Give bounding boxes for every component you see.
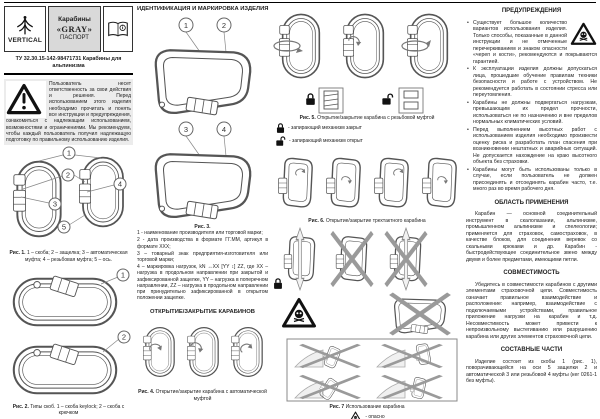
fig4-caption-label: Рис. 4. — [138, 389, 155, 396]
fig3-callout-2 — [217, 18, 231, 32]
user-warning-text: Пользователь несет ответственность за свои действия и решения. Перед использованием этого изделия необходимо прочитать и понять все инструкции и предупреждения, ознакомиться с надлежащим использованием, возможностями и ограничениями. Мы рекомендуем, чтобы каждый пользователь получил надлежащую подготовку по правильному использованию изделия. — [6, 80, 131, 144]
fig3-callout-3 — [179, 122, 193, 136]
warning-item-text: Карабины не должны подвергаться нагрузкам, превышающим их предел прочности, использоваться не по назначению и вне пределов нормальных климатических условий. — [473, 99, 597, 125]
exclamation-triangle-icon — [6, 83, 42, 116]
svg-text:2: 2 — [221, 21, 226, 30]
svg-text:1: 1 — [120, 270, 126, 280]
fig3-legend-item: 2 - дата производства в формате ГГ.ММ, артикул в формате XXX; — [137, 237, 268, 250]
fig7-caption-text: Использование карабина — [345, 403, 405, 410]
svg-text:3: 3 — [52, 200, 58, 210]
locked-label: - запирающий механизм закрыт — [288, 125, 362, 132]
crossed-misuse-3 — [391, 293, 449, 333]
fig7-caption-label: Рис. 7 — [329, 403, 345, 410]
svg-text:1: 1 — [183, 21, 188, 30]
fig6-triple-action-open-close-diagram — [273, 149, 461, 217]
application-text: Карабин — основной соединительный инструмент в скалолазании, альпинизме, промышленном альпинизме и спелеологии; применяется для страховок, самостраховок, в качестве блоков, для соединения веревок со скальными крюками и др. Карабин - быстродействующее соединительное звено между двумя и более предметами, имеющими петли. — [466, 211, 597, 263]
column-identification — [137, 6, 268, 402]
header-rule — [4, 73, 133, 75]
svg-text:3: 3 — [183, 125, 188, 134]
fig6-caption-text: Открытие/закрытие трехтактного карабина — [325, 218, 426, 225]
column-intro — [4, 6, 133, 416]
crossed-misuse-2 — [386, 228, 426, 290]
svg-text:2: 2 — [121, 332, 127, 342]
padlock-open-icon — [276, 135, 286, 147]
fig6-caption — [272, 218, 462, 224]
figure-3 — [137, 15, 268, 230]
danger-label: - опасно — [365, 413, 385, 419]
unlocked-label: - запирающий механизм открыт — [289, 138, 363, 145]
unlocked-legend-row — [276, 135, 462, 147]
figure-1 — [4, 145, 133, 263]
fig5-caption-label: Рис. 5. — [299, 115, 316, 121]
read-manual-book-icon — [107, 21, 129, 38]
compatibility-text: Убедитесь в совместимости карабинов с другими элементами страховочной цепи. Совместимость означает правильное взаимодействие и расположение: например, взаимодействие с подключаемыми устройствами, правильное приложение нагрузки на карабин и т.д. Несовместимость может привести к непроизвольному выстегиванию или разрушению карабина или других элементов страховочной цепи. — [466, 281, 597, 340]
fig7-caption — [272, 404, 462, 410]
fig3-legend-item: 1 - наименование производителя или торговой марки; — [137, 230, 263, 237]
locked-legend-row — [276, 122, 462, 134]
user-responsibility-warning — [4, 79, 133, 146]
svg-text:4: 4 — [221, 125, 226, 134]
fig3-callout-1 — [179, 18, 193, 32]
fig3-caption-label: Рис. 3. — [194, 224, 211, 230]
fig2-caption — [4, 404, 133, 417]
fig1-caption-text: 1 – скоба; 2 – защелка; 3 – автоматическая муфта; 4 – резьбовая муфта; 5 – ось. — [25, 250, 128, 263]
svg-text:1: 1 — [66, 149, 72, 159]
fig5-caption-text: Открытие/закрытие карабина с резьбовой муфтой — [317, 115, 435, 121]
column-figures — [272, 6, 462, 419]
fig5-screw-sleeve-open-close-diagram — [273, 6, 461, 114]
components-title: СОСТАВНЫЕ ЧАСТИ — [500, 347, 563, 353]
fig6-caption-label: Рис. 6. — [308, 218, 325, 225]
rotate-arrow-icon — [150, 344, 162, 350]
components-text: Изделие состоит из скобы 1 (рис. 1), поворачивающейся на оси 5 защелки 2 и автоматической 3 или резьбовой 4 муфты (кег 0261-1 без муфты). — [466, 358, 597, 384]
fig3-legend-item: 4 – маркировка нагрузок, kN ↔XX [YY ↕] ZZ, где XX – нагрузка в продольном направлении при закрытой и зафиксированной защелке, YY – нагрузка в поперечном направлении, ZZ – нагрузка в продольном направлении при принудительно зафиксированной в открытом положении защелке. — [137, 264, 268, 302]
identification-title: ИДЕНТИФИКАЦИЯ И МАРКИРОВКА ИЗДЕЛИЯ — [137, 6, 269, 12]
skull-triangle-icon — [349, 411, 362, 419]
document-header — [4, 6, 133, 52]
fig3-callout-4 — [217, 122, 231, 136]
brand-logo-box — [4, 6, 46, 52]
rotate-arrow-icon — [295, 168, 306, 176]
crossed-misuse-panel — [295, 344, 359, 368]
manual-box — [103, 6, 133, 52]
fig4-auto-sleeve-open-close-diagram — [138, 318, 267, 388]
figure-4 — [137, 318, 268, 402]
danger-legend-row — [272, 411, 462, 419]
title-box — [48, 6, 101, 52]
warning-item — [466, 20, 597, 66]
fig1-callout-3 — [49, 198, 61, 210]
tree-logo-icon — [15, 15, 35, 36]
fig1-callout-5 — [58, 221, 70, 233]
fig2-callout-2 — [118, 331, 130, 343]
column-warnings — [466, 6, 597, 385]
rotate-arrow-icon — [341, 175, 352, 184]
fig3-marking-diagram-top — [140, 15, 266, 119]
fig2-caption-text: Типы скоб. 1 – скоба keylock; 2 – скоба с крючком — [30, 403, 125, 417]
padlock-closed-icon — [276, 122, 285, 134]
svg-text:5: 5 — [61, 223, 67, 233]
svg-text:4: 4 — [117, 180, 123, 190]
rotate-arrow-icon — [239, 343, 253, 353]
fig1-caption — [4, 250, 133, 263]
fig3-marking-diagram-bottom — [140, 119, 266, 223]
load-direction-arrow-icon — [296, 228, 304, 290]
compatibility-title: СОВМЕСТИМОСТЬ — [503, 270, 560, 276]
rotate-arrow-icon — [437, 175, 448, 184]
warning-triangle-wrap — [6, 81, 46, 118]
fig1-callout-2 — [62, 169, 74, 181]
svg-text:2: 2 — [65, 171, 71, 181]
doc-type: ПАСПОРТ — [60, 34, 89, 41]
warning-item-text: Карабины могут быть использованы только в случае, если пользователь не должен присоединять и отсоединять карабин часто, т.е. много раз во время рабочего дня. — [473, 166, 597, 192]
skull-triangle-icon — [284, 299, 315, 326]
warning-item-text: К эксплуатации изделия должны допускаться лица, прошедшие обучение правилам техники безопасности и работе с устройством. Не рекомендуется работать в состоянии стресса или переутомления. — [473, 66, 597, 98]
brand-name: VERTICAL — [7, 36, 43, 44]
figure-7 — [272, 227, 462, 419]
crossed-misuse-panel — [377, 375, 441, 399]
fig4-caption — [137, 389, 268, 402]
fig7-carabiner-use-diagram — [273, 227, 461, 403]
fig1-callout-1 — [63, 147, 75, 159]
crossed-misuse-1 — [332, 232, 372, 285]
warning-item — [466, 167, 597, 193]
warning-item-text: Перед выполнением высотных работ с использованием изделия необходимо произвести оценку риска и разработать план спасения при возникновении нештатных и аварийных ситуаций. Не допускается нахождение на краю высотного объекта без страховки. — [473, 126, 597, 165]
fig1-carabiner-parts-diagram — [5, 145, 132, 249]
fig1-caption-label: Рис. 1. — [9, 250, 26, 257]
padlock-closed-icon — [306, 94, 315, 105]
fig2-caption-label: Рис. 2. — [12, 403, 29, 410]
product-name: «GRAY» — [56, 24, 93, 34]
fig2-gate-types-diagram — [5, 267, 132, 403]
figure-6 — [272, 149, 462, 224]
application-title: ОБЛАСТЬ ПРИМЕНЕНИЯ — [494, 199, 569, 206]
figure-5 — [272, 6, 462, 121]
open-close-title: ОТКРЫТИЕ/ЗАКРЫТИЕ КАРАБИНОВ — [150, 309, 255, 316]
fig2-callout-1 — [117, 269, 129, 281]
product-type: Карабины — [58, 15, 91, 23]
warning-item — [466, 100, 597, 126]
fig5-caption — [272, 115, 462, 121]
fig3-legend-item: 3 – товарный знак предприятия-изготовителя или торговой марки; — [137, 250, 268, 263]
padlock-open-icon — [382, 94, 392, 105]
warnings-title: ПРЕДУПРЕЖДЕНИЯ — [501, 8, 562, 14]
rotate-arrow-icon — [393, 168, 404, 176]
figure-2 — [4, 267, 133, 417]
tu-standard-line: ТУ 32.30.15-142-98471731 Карабины для альпинизма — [15, 56, 122, 69]
warning-item — [466, 127, 597, 166]
top-rule — [4, 2, 596, 3]
crossed-misuse-panel — [295, 375, 359, 401]
fig1-callout-4 — [114, 178, 126, 190]
warning-item — [466, 66, 597, 99]
fig4-caption-text: Открытие/закрытие карабина с автоматической муфтой — [155, 389, 267, 402]
crossed-misuse-panel — [377, 342, 441, 367]
warning-item-text: Существует большое количество вариантов использования изделия. Только способы, показанные в данной инструкции и не отмеченные перечеркиванием и знаком опасности «череп и кости», рекомендуются и покрываются гарантией. — [473, 19, 597, 65]
padlock-closed-icon — [274, 278, 282, 288]
skull-triangle-icon — [570, 22, 597, 46]
